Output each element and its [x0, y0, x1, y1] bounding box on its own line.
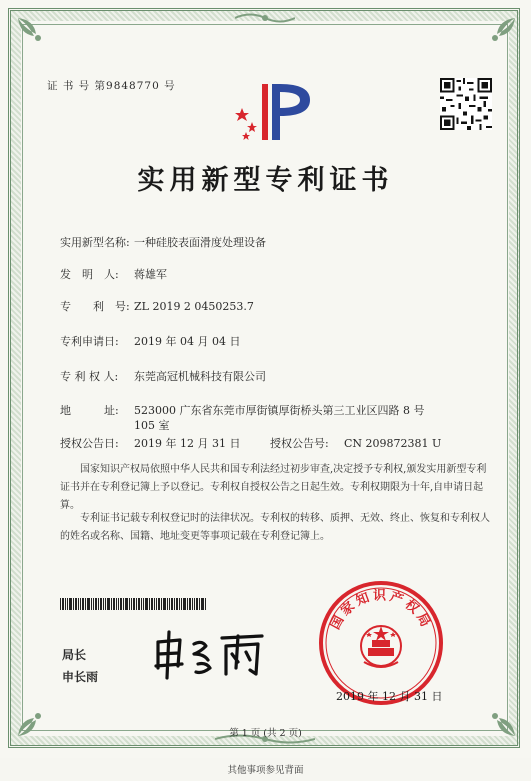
utility-model-name-row	[60, 234, 266, 250]
inventor-value: 蒋雄军	[134, 268, 167, 281]
address-line2-row	[134, 417, 170, 433]
grant-number-label: 授权公告号:	[270, 437, 329, 450]
patent-number-label: 专 利 号:	[60, 300, 130, 313]
grant-date-label: 授权公告日:	[60, 437, 119, 450]
patent-number-row	[60, 298, 254, 314]
certificate-title: 实用新型专利证书	[137, 165, 394, 196]
address-value-line1: 523000 广东省东莞市厚街镇厚街桥头第三工业区四路 8 号	[134, 404, 425, 417]
corner-ornament-icon	[14, 14, 54, 54]
certificate-number-value: 9848770	[106, 80, 160, 92]
barcode-icon	[60, 598, 206, 610]
signatory-title: 局长	[62, 648, 87, 662]
seal-date: 2019 年 12 月 31 日	[336, 690, 443, 703]
national-emblem-icon	[361, 626, 401, 667]
signatory-name: 申长雨	[62, 670, 99, 684]
top-ornament-icon	[235, 11, 295, 25]
footer-note: 其他事项参见背面	[227, 765, 304, 776]
patentee-label: 专 利 权 人:	[60, 370, 119, 383]
grant-number-row	[270, 435, 441, 451]
grant-date-row	[60, 435, 240, 451]
cnipa-logo-icon	[232, 78, 316, 146]
page-indicator: 第 1 页 (共 2 页)	[229, 728, 302, 739]
inventor-row	[60, 266, 167, 282]
certificate-number-suffix: 号	[164, 80, 176, 92]
grant-date-value: 2019 年 12 月 31 日	[134, 437, 241, 450]
utility-model-name-label: 实用新型名称:	[60, 236, 130, 249]
patentee-row	[60, 368, 266, 384]
handwritten-signature	[150, 628, 270, 680]
address-label: 地 址:	[60, 404, 119, 417]
address-row	[60, 402, 424, 418]
filing-date-label: 专利申请日:	[60, 335, 119, 348]
address-value-line2: 105 室	[134, 419, 170, 432]
corner-ornament-icon	[479, 14, 519, 54]
certificate-paragraph-2: 专利证书记载专利权登记时的法律状况。专利权的转移、质押、无效、终止、恢复和专利权人的姓名或名称、国籍、地址变更等事项记载在专利登记簿上。	[60, 513, 490, 542]
certificate-number-label: 证 书 号 第	[47, 80, 107, 92]
grant-number-value: CN 209872381 U	[344, 437, 442, 450]
utility-model-name-value: 一种硅胶表面滑度处理设备	[134, 236, 266, 249]
seal-text: 国家知识产权局	[328, 588, 434, 633]
qr-code-icon	[440, 78, 492, 130]
filing-date-row	[60, 333, 240, 349]
patent-number-value: ZL 2019 2 0450253.7	[134, 300, 254, 313]
patentee-value: 东莞高冠机械科技有限公司	[134, 370, 266, 383]
inventor-label: 发 明 人:	[60, 268, 119, 281]
certificate-number	[47, 78, 176, 93]
filing-date-value: 2019 年 04 月 04 日	[134, 335, 241, 348]
certificate-paragraph-1: 国家知识产权局依照中华人民共和国专利法经过初步审查,决定授予专利权,颁发实用新型专利证书并在专利登记簿上予以登记。专利权自授权公告之日起生效。专利权期限为十年,自申请日起算。	[60, 464, 487, 511]
